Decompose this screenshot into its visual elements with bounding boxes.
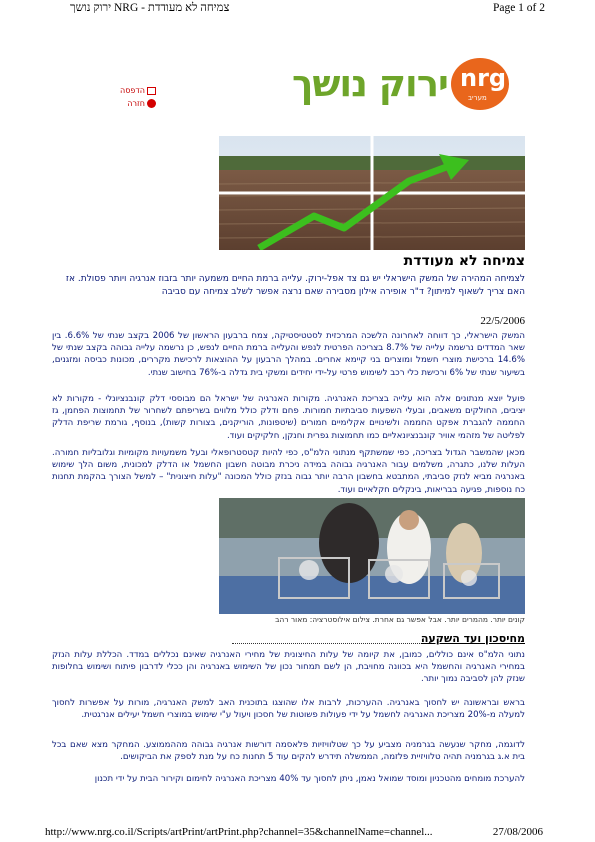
footer-url: http://www.nrg.co.il/Scripts/artPrint/artPrint.php?channel=35&channelName=channel...	[45, 826, 433, 838]
back-link[interactable]	[112, 97, 156, 110]
back-arrow-icon	[147, 99, 156, 108]
article-paragraph: נתוני הלמ"ס אינם כוללים, כמובן, את קיומה של עלות החיצונית של מחירי האנרגיה שאינם נכללים במדד. הכללת עלות הנזק במחירי האנרגיה והחשמל היא בכוונה מחויבת, הן לשם תמחור נכון של השימוש באנרגיה והן ככלי לדרבון פיתוח ושימוש בחלופות שנזק להן לסביבה נמוך יותר.	[52, 650, 525, 685]
print-label: הדפסה	[119, 86, 145, 95]
article-inline-photo	[219, 498, 525, 614]
article-tools	[112, 84, 156, 110]
article-paragraph: בראש ובראשונה יש לחסוך באנרגיה. ההערכות, לרבות אלו שהוצגו בתוכנית האב למשק האנרגיה, מורות על אפשרות לחסוך למעלה מ-20% מצריכת האנרגיה לחשמל על ידי פעולות פשוטות של חסכון ויעול ע"י שימוש במוצרי חשמל יעילים אנרגטית.	[52, 698, 525, 721]
article-paragraph: פועל יוצא מנתונים אלה הוא עלייה בצריכת האנרגיה. מקורות האנרגיה של ישראל הם מבוססי דלק קונבנציונלי - מקורות לא יציבים, החולקים משאבים, ובעלי השפעות סביבתיות חמורות. פחם ודלק כולל מלווים בשריפתם לשחרור של תחמוצות הפחמן, גז החממה להגברת אפקט החממה ולשינויים אקלימיים חמורים (שיטפונות, הוריקנים, בצורות קשות), בנוסף, גורמת שריפת הדלק לפליטה של מזהמי אוויר קונבנציונאליים כמו תחמוצות גפרית וחנקן, חלקיקים ועוד.	[52, 394, 525, 441]
footer-date: 27/08/2006	[492, 826, 543, 838]
article-subtitle: מחיסכון ועד השקעה	[420, 632, 525, 645]
article-date: 22/5/2006	[480, 315, 525, 327]
printer-icon	[147, 87, 156, 95]
site-logo[interactable]	[288, 56, 528, 112]
article-header-photo	[219, 136, 525, 250]
photo-caption: קונים יותר. מהמרים יותר. אבל אפשר גם אחרת. צילום אילוסטרציה: מאור רהב	[275, 615, 525, 624]
article-title: צמיחה לא מעודדת	[403, 253, 525, 269]
print-link[interactable]	[112, 84, 156, 97]
logo-brand-text: ירוק נושך	[292, 62, 448, 105]
article-paragraph: להערכת מומחים מהטכניון ומוסד שמואל נאמן, ניתן לחסוך עד 40% מצריכת האנרגיה לחימום וקירור הבית על ידי תכנון	[94, 774, 525, 784]
article-paragraph: מכאן שהמשבר הגדול בצריכה, כפי שמשתקף מנתוני הלמ"ס, כפי להיות קטסטרופאלי ובעל משמעויות מקומיות וגלובליות חמורה. העלות שלנו, כתגרה, משלמים עבור האנרגיה גבוהה במידה ניכרת מבוטה חשבון החשמל או הדלק למכונית, משום הלך שימוש באנרגיה מביא לנזק סביבתי, המתבטא בחשבון הרבה יותר גבוה בנזק כולל המכונה "עלות חיצונית" – למשל הצורך בהקמת תחנות כח נוספות, פגיעה בבריאות, בינקלים חקלאיים ועוד.	[52, 448, 525, 495]
page-number: Page 1 of 2	[492, 2, 545, 14]
article-paragraph: לדוגמה, מחקר שנעשה בגרמניה מצביע על כך שטלוויזיות פלאסמה דורשות אנרגיה גבוהה מההממוצע. המחקר מצא שאם בכל בית א.ג בגרמניה תהיה טלוויזיית פלזמה, הממשלה תידרש להקים עוד 5 תחנות כח על מנת לספק את הביקושים.	[52, 740, 525, 763]
logo-badge-text: nrg	[460, 64, 507, 92]
article-lead: לצמיחה המהירה של המשק הישראלי יש גם צד אפל-ירוק. עלייה ברמת החיים משמעה יותר בזבוז אנרגיה ויותר פסולת. אז האם צריך לשאוף למיתון? ד"ר אופירה אילון מסבירה שאם נרצה אפשר לשלב צמיחה עם סביבה	[65, 274, 525, 297]
page-title: צמיחה לא מעודדת - NRG ירוק נושך	[70, 2, 230, 14]
back-label: חזרה	[127, 99, 145, 108]
logo-badge-sub: מעריב	[468, 94, 487, 102]
article-paragraph: המשק הישראלי, כך דווחה לאחרונה הלשכה המרכזית לסטטיסטיקה, צמח ברבעון הראשון של 2006 בקצב שנתי של 6.6%. בין שאר המדדים נרשמה עלייה של 8.7% בצריכה הפרטית לנפש והעלייה ברמת החיים לנפש, כן נרשמה עלייה גבוהה בקצב שנתי של 14.6% ברכישת מוצרי חשמל ומוצרים בני קיימא אחרים. במהלך הרבעון על ההוצאות לרכישת מקררים, מכונות כביסה ומזגנים, בשיעור שנתי של 6% ורכישת כלי רכב לשימוש פרטי על-ידי יחידים ומשקי בית גדלה ב-76% בחישוב שנתי.	[52, 331, 526, 378]
